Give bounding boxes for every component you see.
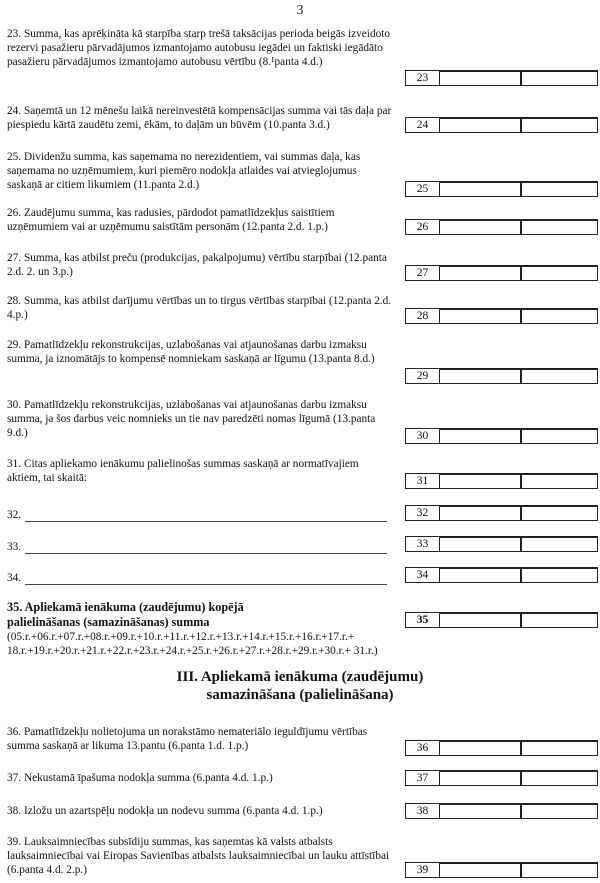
line-description: 27. Summa, kas atbilst preču (produkcijas, pakalpojumu) vērtību starpībai (12.panta 2.d. 2. un 3.p.) (7, 252, 387, 278)
line-code: 26 (406, 220, 440, 234)
amount-cell-2[interactable] (521, 568, 597, 582)
amount-box-34 (405, 567, 598, 583)
amount-cell-2[interactable] (521, 429, 597, 443)
line-code: 24 (406, 118, 440, 132)
line-description: 37. Nekustamā īpašuma nodokļa summa (6.panta 4.d. 1.p.) (7, 772, 273, 784)
line-code: 35 (406, 613, 440, 627)
amount-cell-2[interactable] (521, 863, 597, 877)
amount-cell-2[interactable] (521, 474, 597, 488)
form-line-37 (7, 771, 392, 785)
form-line-35 (7, 600, 392, 658)
line-description: 28. Summa, kas atbilst darījumu vērtības un to tirgus vērtības starpībai (12.panta 2.d. 4.p.) (7, 295, 392, 321)
amount-cell-1[interactable] (440, 309, 521, 323)
amount-cell-2[interactable] (521, 537, 597, 551)
amount-cell-2[interactable] (521, 118, 597, 132)
form-line-29 (7, 338, 392, 366)
form-line-26 (7, 206, 392, 234)
line-label: 34. (7, 572, 22, 584)
amount-cell-1[interactable] (440, 613, 521, 627)
line-code: 38 (406, 804, 440, 818)
page-number: 3 (296, 3, 304, 18)
amount-cell-1[interactable] (440, 429, 521, 443)
line-code: 25 (406, 182, 440, 196)
line-description: 36. Pamatlīdzekļu nolietojuma un norakstāmo nemateriālo ieguldījumu vērtības summa saskaņā ar likuma 13.pantu (6.panta 1.d. 1.p.) (7, 726, 368, 752)
amount-cell-2[interactable] (521, 506, 597, 520)
amount-cell-1[interactable] (440, 118, 521, 132)
form-line-36 (7, 725, 392, 753)
form-line-28 (7, 294, 392, 322)
line-description: 26. Zaudējumu summa, kas radusies, pārdodot pamatlīdzekļus saistītiem uzņēmumiem vai ar uzņēmumu saistītām personām (12.panta 2.d. 1.p.) (7, 207, 335, 233)
form-line-30 (7, 398, 392, 440)
line-code: 33 (406, 537, 440, 551)
amount-cell-2[interactable] (521, 613, 597, 627)
line-label: 33. (7, 541, 22, 553)
amount-cell-2[interactable] (521, 71, 597, 85)
amount-box-31 (405, 473, 598, 489)
line-description: 39. Lauksaimniecības subsīdiju summas, kas saņemtas kā valsts atbalsts lauksaimniecībai vai Eiropas Savienības atbalsts lauksaimniecībai un lauku attīstībai (6.panta 4.d. 2.p.) (7, 836, 390, 876)
amount-box-33 (405, 536, 598, 552)
form-line-39 (7, 835, 392, 877)
line-code: 39 (406, 863, 440, 877)
amount-box-36 (405, 740, 598, 756)
fill-line-32[interactable] (7, 508, 387, 524)
amount-cell-2[interactable] (521, 220, 597, 234)
section-title-line-1: III. Apliekamā ienākuma (zaudējumu) (176, 669, 424, 685)
amount-cell-2[interactable] (521, 266, 597, 280)
amount-cell-1[interactable] (440, 863, 521, 877)
line-description: 30. Pamatlīdzekļu rekonstrukcijas, uzlabošanas vai atjaunošanas darbu izmaksu summa, ja šos darbus veic nomnieks un tie nav paredzēti nomas līgumā (13.panta 9.d.) (7, 399, 376, 439)
amount-cell-1[interactable] (440, 182, 521, 196)
amount-box-24 (405, 117, 598, 133)
form-line-23 (7, 27, 392, 69)
amount-box-29 (405, 368, 598, 384)
fill-line-33[interactable] (7, 540, 387, 556)
section-title (0, 668, 600, 704)
line-code: 23 (406, 71, 440, 85)
line-code: 32 (406, 506, 440, 520)
form-line-38 (7, 804, 392, 818)
amount-box-26 (405, 219, 598, 235)
line-description: 31. Citas apliekamo ienākumu palielinošas summas saskaņā ar normatīvajiem aktiem, tai skaitā: (7, 458, 359, 484)
form-line-27 (7, 251, 392, 279)
line-description: 25. Dividenžu summa, kas saņemama no nerezidentiem, vai summas daļa, kas saņemama no uzņēmumiem, kuri piemēro nodokļa atlaides vai atvieglojumus saskaņā ar citiem likumiem (11.panta 2.d.) (7, 151, 361, 191)
amount-cell-1[interactable] (440, 474, 521, 488)
line-description: 23. Summa, kas aprēķināta kā starpība starp trešā taksācijas perioda beigās izveidoto rezervi pasažieru pārvadājumos izmantojamo autobusu iegādei un faktiski iegādāto pasažieru pārvadājumos izmantojamo autobusu vērtību (8.¹panta 4.d.) (7, 28, 391, 68)
line-code: 31 (406, 474, 440, 488)
line-description: 24. Saņemtā un 12 mēnešu laikā nereinvestētā kompensācijas summa vai tās daļa par piespiedu kārtā zaudētu zemi, ēkām, to daļām un būvēm (10.panta 3.d.) (7, 105, 392, 131)
blank-underline[interactable] (25, 521, 387, 522)
amount-cell-2[interactable] (521, 369, 597, 383)
amount-box-27 (405, 265, 598, 281)
line-code: 36 (406, 741, 440, 755)
amount-box-35 (405, 612, 598, 628)
blank-underline[interactable] (25, 584, 387, 585)
section-title-line-2: samazināšana (palielināšana) (206, 687, 394, 703)
form-line-24 (7, 104, 392, 132)
total-formula: (05.r.+06.r.+07.r.+08.r.+09.r.+10.r.+11.r.+12.r.+13.r.+14.r.+15.r.+16.r.+17.r.+ 18.r.+19.r.+20.r.+21.r.+22.r.+23.r.+24.r.+25.r.+26.r.+27.r.+28.r.+29.r.+30.r.+ 31.r.) (7, 631, 378, 657)
line-description: 29. Pamatlīdzekļu rekonstrukcijas, uzlabošanas vai atjaunošanas darbu izmaksu summa, ja iznomātājs to kompensē nomniekam saskaņā ar līgumu (13.panta 8.d.) (7, 339, 375, 365)
line-description: 38. Izložu un azartspēļu nodokļa un nodevu summa (6.panta 4.d. 1.p.) (7, 805, 323, 817)
amount-cell-1[interactable] (440, 771, 521, 785)
form-line-31 (7, 457, 392, 485)
amount-cell-2[interactable] (521, 804, 597, 818)
line-code: 34 (406, 568, 440, 582)
amount-box-25 (405, 181, 598, 197)
amount-box-23 (405, 70, 598, 86)
amount-box-37 (405, 770, 598, 786)
amount-box-32 (405, 505, 598, 521)
amount-cell-2[interactable] (521, 741, 597, 755)
amount-box-28 (405, 308, 598, 324)
amount-cell-1[interactable] (440, 804, 521, 818)
form-line-25 (7, 150, 392, 192)
line-code: 28 (406, 309, 440, 323)
amount-cell-1[interactable] (440, 537, 521, 551)
line-code: 29 (406, 369, 440, 383)
line-code: 30 (406, 429, 440, 443)
fill-line-34[interactable] (7, 571, 387, 587)
amount-cell-2[interactable] (521, 309, 597, 323)
amount-cell-2[interactable] (521, 182, 597, 196)
amount-cell-1[interactable] (440, 506, 521, 520)
amount-cell-1[interactable] (440, 369, 521, 383)
amount-cell-1[interactable] (440, 71, 521, 85)
amount-cell-1[interactable] (440, 220, 521, 234)
amount-cell-1[interactable] (440, 741, 521, 755)
total-title: 35. Apliekamā ienākuma (zaudējumu) kopējā palielināšanas (samazināšanas) summa (7, 600, 244, 629)
blank-underline[interactable] (25, 553, 387, 554)
amount-cell-2[interactable] (521, 771, 597, 785)
amount-cell-1[interactable] (440, 568, 521, 582)
line-code: 27 (406, 266, 440, 280)
line-label: 32. (7, 509, 22, 521)
line-code: 37 (406, 771, 440, 785)
amount-box-38 (405, 803, 598, 819)
amount-cell-1[interactable] (440, 266, 521, 280)
amount-box-39 (405, 862, 598, 878)
amount-box-30 (405, 428, 598, 444)
